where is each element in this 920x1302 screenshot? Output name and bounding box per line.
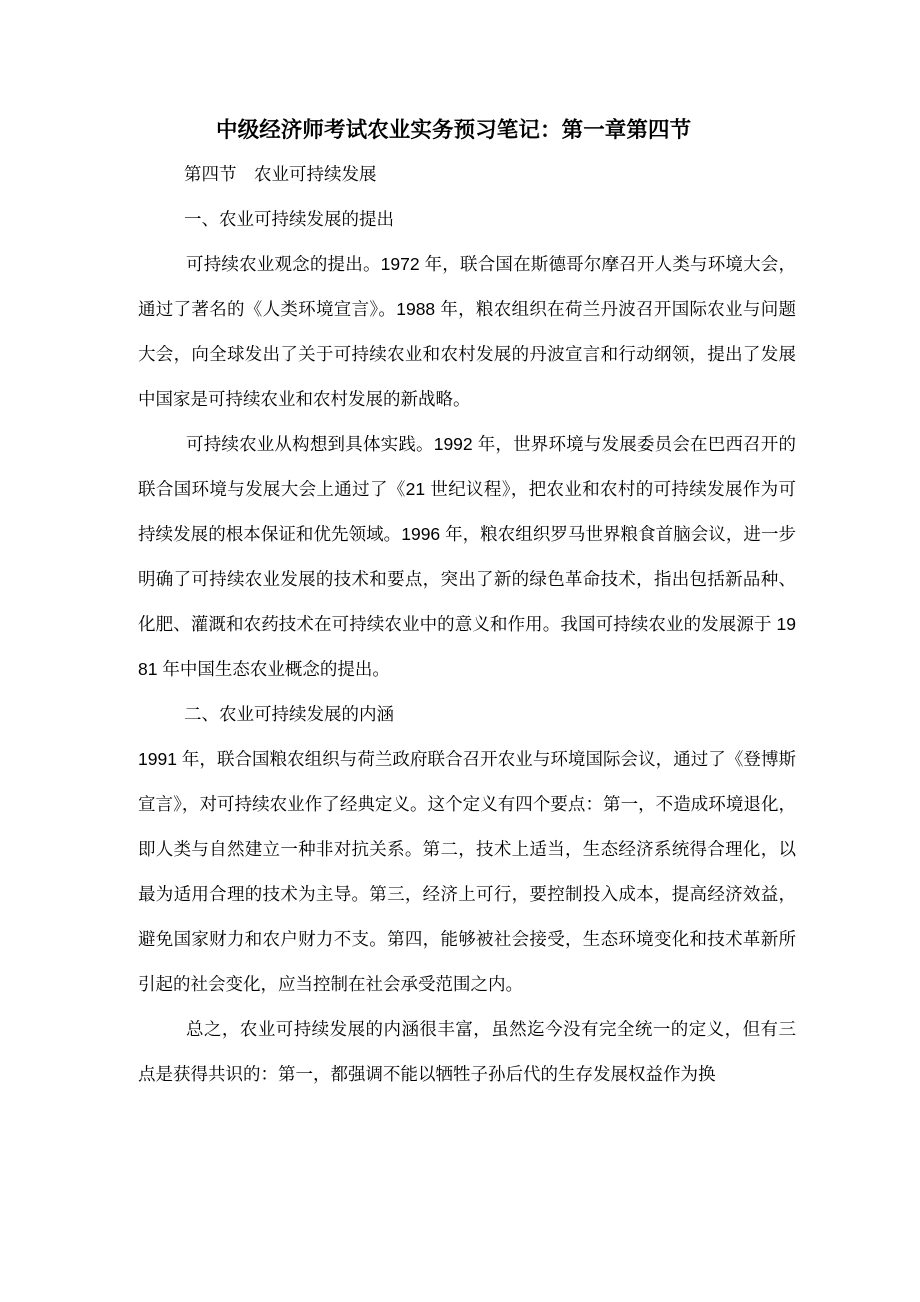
paragraph-1: 可持续农业观念的提出。1972 年，联合国在斯德哥尔摩召开人类与环境大会，通过了著名的《人类环境宣言》。1988 年，粮农组织在荷兰丹波召开国际农业与问题大会，向全球发出了关于可持续农业和农村发展的丹波宣言和行动纲领，提出了发展中国家是可持续农业和农村发展的新战略。 <box>138 254 796 409</box>
page-title: 中级经济师考试农业实务预习笔记：第一章第四节 <box>216 118 692 142</box>
subheading-two: 二、农业可持续发展的内涵 <box>184 704 394 724</box>
section-heading: 第四节 农业可持续发展 <box>184 164 377 184</box>
paragraph-2: 可持续农业从构想到具体实践。1992 年，世界环境与发展委员会在巴西召开的联合国环境与发展大会上通过了《21 世纪议程》，把农业和农村的可持续发展作为可持续发展的根本保证和优先领域。1996 年，粮农组织罗马世界粮食首脑会议，进一步明确了可持续农业发展的技术和要点，突出了新的绿色革命技术，指出包括新品种、化肥、灌溉和农药技术在可持续农业中的意义和作用。我国可持续农业的发展源于 1981 年中国生态农业概念的提出。 <box>138 434 796 679</box>
document-body <box>138 112 796 1097</box>
paragraph-4: 总之，农业可持续发展的内涵很丰富，虽然迄今没有完全统一的定义，但有三点是获得共识的：第一，都强调不能以牺牲子孙后代的生存发展权益作为换 <box>138 1019 796 1084</box>
paragraph-3: 1991 年，联合国粮农组织与荷兰政府联合召开农业与环境国际会议，通过了《登博斯宣言》，对可持续农业作了经典定义。这个定义有四个要点：第一，不造成环境退化，即人类与自然建立一种非对抗关系。第二，技术上适当，生态经济系统得合理化，以最为适用合理的技术为主导。第三，经济上可行，要控制投入成本，提高经济效益，避免国家财力和农户财力不支。第四，能够被社会接受，生态环境变化和技术革新所引起的社会变化，应当控制在社会承受范围之内。 <box>138 749 796 994</box>
subheading-one: 一、农业可持续发展的提出 <box>184 209 394 229</box>
